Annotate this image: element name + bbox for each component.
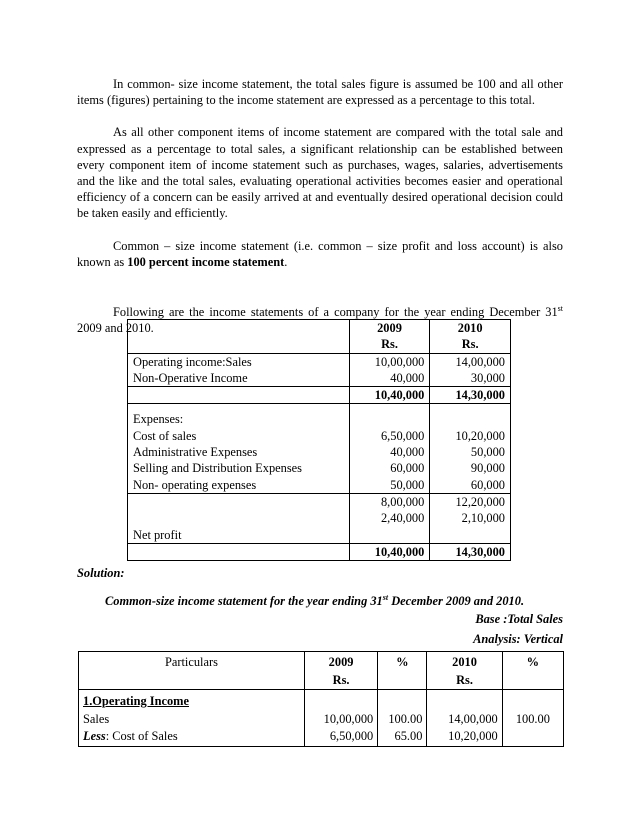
row-value-2009: [349, 527, 430, 544]
row-pct-2010: [502, 728, 563, 746]
h-2010: 2010: [452, 655, 477, 669]
row-value-2009: 6,50,000: [304, 728, 377, 746]
table-row: [128, 428, 511, 444]
title-start: Common-size income statement for the year ending 31: [105, 594, 383, 608]
table-row: [128, 510, 511, 526]
cell-empty: [304, 690, 377, 711]
analysis-label: Analysis: Vertical: [473, 632, 563, 646]
row-pct-2010: 100.00: [502, 711, 563, 729]
unit-label: Rs.: [461, 337, 479, 352]
row-value-2009: [349, 404, 430, 428]
solution-title: [105, 594, 555, 609]
row-value-2009: 60,000: [349, 460, 430, 476]
row-label: Net profit: [133, 527, 182, 542]
table-row: [128, 460, 511, 476]
table-row: [128, 527, 511, 544]
row-label: Selling and Distribution Expenses: [133, 461, 302, 476]
common-size-table: [78, 651, 564, 747]
row-label: Operating income:Sales: [128, 353, 350, 370]
row-value-2010: [430, 527, 511, 544]
table-row: [128, 353, 511, 370]
h-2009: 2009: [328, 655, 354, 669]
table-row-subtotal: [128, 387, 511, 404]
row-value-2010: 10,20,000: [427, 728, 502, 746]
row-value-2010: 2,10,000: [430, 510, 511, 526]
row-value-2010: 14,30,000: [430, 387, 511, 404]
row-value-2009: 10,00,000: [349, 353, 430, 370]
row-value-2010: 14,00,000: [427, 711, 502, 729]
table-row: [79, 711, 564, 729]
title-end: December 2009 and 2010.: [388, 594, 525, 608]
table1-header-2009: [349, 320, 430, 354]
p3-bold-term: 100 percent income statement: [127, 254, 285, 269]
row-value-2009: 40,000: [349, 370, 430, 387]
row-label: Administrative Expenses: [133, 445, 258, 460]
row-label: Cost of sales: [133, 428, 197, 443]
p4-text-start: Following are the income statements of a company for the year ending December 31: [113, 305, 558, 320]
row-value-2009: 50,000: [349, 477, 430, 494]
row-value-2010: 50,000: [430, 444, 511, 460]
header-pct-2: %: [502, 652, 563, 690]
table-row: [128, 444, 511, 460]
row-value-2010: 90,000: [430, 460, 511, 476]
table-row-section: [79, 690, 564, 711]
less-label: Less: [83, 729, 106, 743]
h-unit: Rs.: [456, 672, 473, 687]
row-value-2010: 14,00,000: [430, 353, 511, 370]
row-value-2010: [430, 404, 511, 428]
document-body: [77, 76, 563, 336]
row-value-2010: 14,30,000: [430, 543, 511, 560]
table-row-grand-total: [128, 543, 511, 560]
year1-label: 2009: [377, 321, 402, 335]
title-sup: st: [382, 592, 389, 602]
row-value-2009: 6,50,000: [349, 428, 430, 444]
row-value-2009: 40,000: [349, 444, 430, 460]
row-label: [128, 543, 350, 560]
table-row: [128, 477, 511, 494]
row-pct-2009: 100.00: [378, 711, 427, 729]
row-value-2010: 60,000: [430, 477, 511, 494]
unit-label: Rs.: [381, 337, 398, 352]
section-label: [79, 690, 305, 711]
table-row: [128, 370, 511, 387]
base-label: Base :Total Sales: [475, 612, 563, 626]
header-particulars: Particulars: [79, 652, 305, 690]
table2-header-row: [79, 652, 564, 690]
row-value-2010: 30,000: [430, 370, 511, 387]
row-label: Non- operating expenses: [133, 477, 257, 492]
p4-text-end: 2009 and 2010.: [77, 321, 154, 336]
row-label-rest: : Cost of Sales: [105, 729, 178, 743]
p3-text-end: .: [284, 254, 288, 269]
table-row: [79, 728, 564, 746]
cell-empty: [378, 690, 427, 711]
cell-empty: [502, 690, 563, 711]
row-label: [128, 493, 350, 510]
row-value-2010: 10,20,000: [430, 428, 511, 444]
table-row: [128, 404, 511, 428]
solution-label: Solution:: [77, 566, 125, 580]
paragraph-2: As all other component items of income statement are compared with the total sale and expressed as a percentage to total sales, a significant relationship can be established between every component item of income statement such as purchases, wages, salaries, advertisements and the like and the total sales, evaluating operational activities becomes easier and operational efficiency of a concern can be easily arrived at and eventually desired operational decision could be taken easily and efficiently.: [77, 125, 563, 221]
row-label: Non-Operative Income: [133, 370, 248, 385]
cell-empty: [427, 690, 502, 711]
row-value-2009: 10,40,000: [349, 387, 430, 404]
row-label: [128, 510, 350, 526]
paragraph-1: In common- size income statement, the total sales figure is assumed be 100 and all other items (figures) pertaining to the income statement are expressed as a percentage to this total.: [77, 77, 563, 108]
row-value-2009: 10,00,000: [304, 711, 377, 729]
header-pct-1: %: [378, 652, 427, 690]
p4-sup: st: [557, 303, 563, 313]
row-label: [128, 387, 350, 404]
header-2009: [304, 652, 377, 690]
table1-header-row: [128, 320, 511, 354]
row-value-2009: 8,00,000: [349, 493, 430, 510]
year2-label: 2010: [457, 321, 483, 335]
row-value-2010: 12,20,000: [430, 493, 511, 510]
income-statement-table: [127, 319, 511, 561]
table1-header-blank: [128, 320, 350, 354]
h-unit: Rs.: [332, 672, 350, 687]
row-label: [79, 728, 305, 746]
header-2010: [427, 652, 502, 690]
paragraph-3: [77, 238, 563, 270]
row-value-2009: 2,40,000: [349, 510, 430, 526]
row-value-2009: 10,40,000: [349, 543, 430, 560]
p3-text-start: Common – size income statement (i.e. common – size profit and loss account) is also known as: [77, 238, 563, 269]
table-row-expense-total: [128, 493, 511, 510]
row-label: Sales: [83, 711, 110, 726]
table1-header-2010: [430, 320, 511, 354]
row-pct-2009: 65.00: [378, 728, 427, 746]
row-label: Expenses:: [133, 412, 184, 427]
section-title: 1.Operating Income: [83, 694, 189, 708]
